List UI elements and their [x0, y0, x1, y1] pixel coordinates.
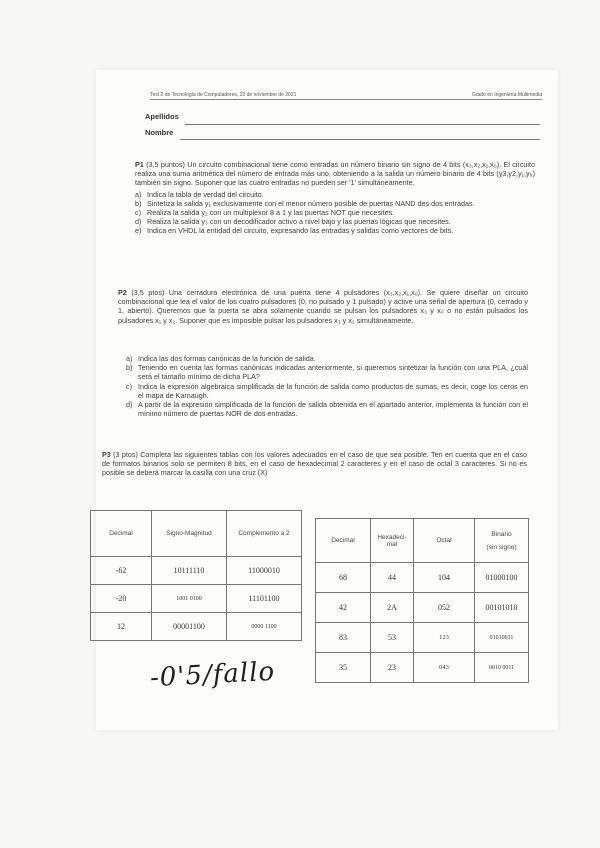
problem-2-text: (3,5 ptos) Una cerradura electrónica de una puerta tiene 4 pulsadores (x₃,x₂,x₁,x₀). Se quiere diseñar un circuito combinacional que lea el valor de los cuatro pulsadores (0, no pulsado y 1 pulsado) y active una señal de apertura (0, cerrado y 1, abierto). Queremos que la puerta se abra solamente cuando se pulsan los pulsadores x₃ y x₀ o no están pulsados los pulsadores x₁ y x₂. Suponer que es imposible pulsar los pulsadores x₃ y x₂ simultáneamente.	[118, 288, 529, 325]
problem-1-label: P1	[135, 160, 144, 169]
cell-decimal: 12	[91, 613, 152, 641]
cell-decimal: 68	[316, 563, 371, 593]
apellidos-line	[185, 124, 540, 125]
nombre-label: Nombre	[145, 128, 174, 137]
header-hexadecimal: Hexadeci-mal	[371, 519, 414, 563]
cell-octal: 043	[414, 653, 475, 683]
problem-1-text: (3,5 puntos) Un circuito combinacional tiene como entradas un número binario sin signo de 4 bits (x₃,x₂,x₁,x₀). El circuito realiza una suma aritmética del número de entrada más uno, obteniendo a la salida un número binario de 4 bits (y3,y2,y₁,y₀) también sin signo. Suponer que las cuatro entradas no pueden ser '1' simultáneamente.	[135, 160, 536, 188]
problem-3-label: P3	[102, 450, 111, 459]
item-letter: a)	[126, 354, 133, 363]
header-octal: Octal	[414, 519, 475, 563]
p2-item	[126, 382, 528, 400]
cell-octal: 123	[414, 623, 475, 653]
item-text: Teniendo en cuenta las formas canónicas indicadas anteriormente, si queremos sintetizar la función con una PLA, ¿cuál será el tamaño mínimo de dicha PLA?	[138, 363, 528, 382]
cell-decimal: -62	[91, 557, 152, 585]
p2-item	[126, 354, 528, 363]
item-text: Indica las dos formas canónicas de la función de salida.	[138, 354, 316, 363]
item-letter: c)	[135, 208, 141, 218]
cell-octal: 052	[414, 593, 475, 623]
problem-2-items-block	[126, 352, 528, 418]
item-text: Sintetiza la salida y₁ exclusivamente con el menor número posible de puertas NAND des dos entradas.	[147, 198, 475, 208]
header-decimal: Decimal	[91, 511, 152, 557]
item-text: Realiza la salida y₃ con un decodificador activo a nivel bajo y las puertas lógicas que necesites.	[147, 217, 451, 227]
cell-hexadecimal: 53	[371, 623, 414, 653]
exam-header	[150, 92, 542, 100]
nombre-line	[180, 139, 540, 140]
item-letter: c)	[126, 381, 132, 391]
item-text: Indica la tabla de verdad del circuito.	[147, 189, 264, 199]
table-header-row	[91, 511, 302, 557]
table-row	[91, 613, 302, 641]
exam-title: Test 2 de Tecnología de Computadores, 22 de noviembre de 2021	[150, 92, 297, 98]
header-signo-magnitud: Signo-Magnitud	[152, 511, 227, 557]
header-binario-sub: (sin signo)	[486, 543, 517, 551]
cell-decimal: 83	[316, 623, 371, 653]
item-letter: d)	[135, 217, 142, 227]
p2-item	[126, 400, 528, 418]
problem-3	[102, 450, 527, 478]
item-text: Indica en VHDL la entidad del circuito, expresando las entradas y salidas como vectores de bits.	[147, 226, 454, 236]
cell-hexadecimal: 23	[371, 653, 414, 683]
item-letter: b)	[126, 363, 133, 373]
table-bases	[315, 518, 529, 683]
cell-octal: 104	[414, 563, 475, 593]
cell-binario: 01010011	[475, 623, 529, 653]
cell-binario: 0010 0011	[475, 653, 529, 683]
cell-hexadecimal: 44	[371, 563, 414, 593]
degree-name: Grado en Ingeniería Multimedia	[471, 92, 542, 98]
table-row	[91, 557, 302, 585]
item-text: Realiza la salida y₂ con un multiplexor 8 a 1 y las puertas NOT que necesites.	[147, 208, 395, 218]
p1-item	[135, 190, 535, 199]
apellidos-label: Apellidos	[145, 112, 179, 121]
problem-2-label: P2	[118, 288, 127, 297]
problem-2-intro	[118, 288, 528, 325]
item-letter: e)	[135, 226, 142, 236]
table-row	[316, 623, 529, 653]
problem-1-items	[135, 190, 535, 236]
table-row	[316, 563, 529, 593]
item-text: A partir de la expresión simplificada de la función de salida obtenida en el apartado anterior, implementa la función con el mínimo número de puertas NOR de dos entradas.	[138, 400, 528, 419]
header-decimal: Decimal	[316, 519, 371, 563]
table-row	[316, 653, 529, 683]
cell-signo-magnitud: 1001 0100	[152, 585, 227, 613]
p1-item	[135, 217, 535, 226]
p2-item	[126, 363, 528, 381]
item-letter: a)	[135, 189, 142, 199]
cell-complemento-a-2: 0000 1100	[227, 613, 302, 641]
p1-item	[135, 199, 535, 208]
item-text: Indica la expresión algebraica simplificada de la función de salida como productos de sumas, es decir, coge los ceros en el mapa de Karnaugh.	[138, 381, 528, 400]
header-complemento-a-2: Complemento a 2	[227, 511, 302, 557]
problem-3-text: (3 ptos) Completa las siguientes tablas con los valores adecuados en el caso de que sea posible. Ten en cuenta que en el caso de formatos binarios solo se permiten 8 bits, en el caso de hexadecimal 2 caracteres y en el caso de octal 3 caracteres. Si no es posible se deberá marcar la casilla con una cruz (X)	[102, 450, 528, 478]
header-binario	[475, 519, 529, 563]
item-letter: d)	[126, 400, 133, 410]
cell-binario: 01000100	[475, 563, 529, 593]
p1-item	[135, 208, 535, 217]
p1-item	[135, 226, 535, 235]
problem-2-items	[126, 354, 528, 418]
cell-complemento-a-2: 11101100	[227, 585, 302, 613]
table-row	[316, 593, 529, 623]
cell-complemento-a-2: 11000010	[227, 557, 302, 585]
cell-decimal: -20	[91, 585, 152, 613]
table-row	[91, 585, 302, 613]
cell-signo-magnitud: 10111110	[152, 557, 227, 585]
handwritten-grading-note: -0'5/fallo	[149, 656, 276, 694]
problem-1	[135, 160, 535, 236]
cell-hexadecimal: 2A	[371, 593, 414, 623]
cell-decimal: 35	[316, 653, 371, 683]
cell-signo-magnitud: 00001100	[152, 613, 227, 641]
cell-binario: 00101010	[475, 593, 529, 623]
problem-2	[118, 288, 528, 325]
problem-3-intro	[102, 450, 527, 478]
cell-decimal: 42	[316, 593, 371, 623]
problem-1-intro	[135, 160, 535, 188]
item-letter: b)	[135, 198, 142, 208]
table-signed-formats	[90, 510, 302, 641]
table-header-row	[316, 519, 529, 563]
header-binario-label: Binario	[491, 530, 512, 538]
